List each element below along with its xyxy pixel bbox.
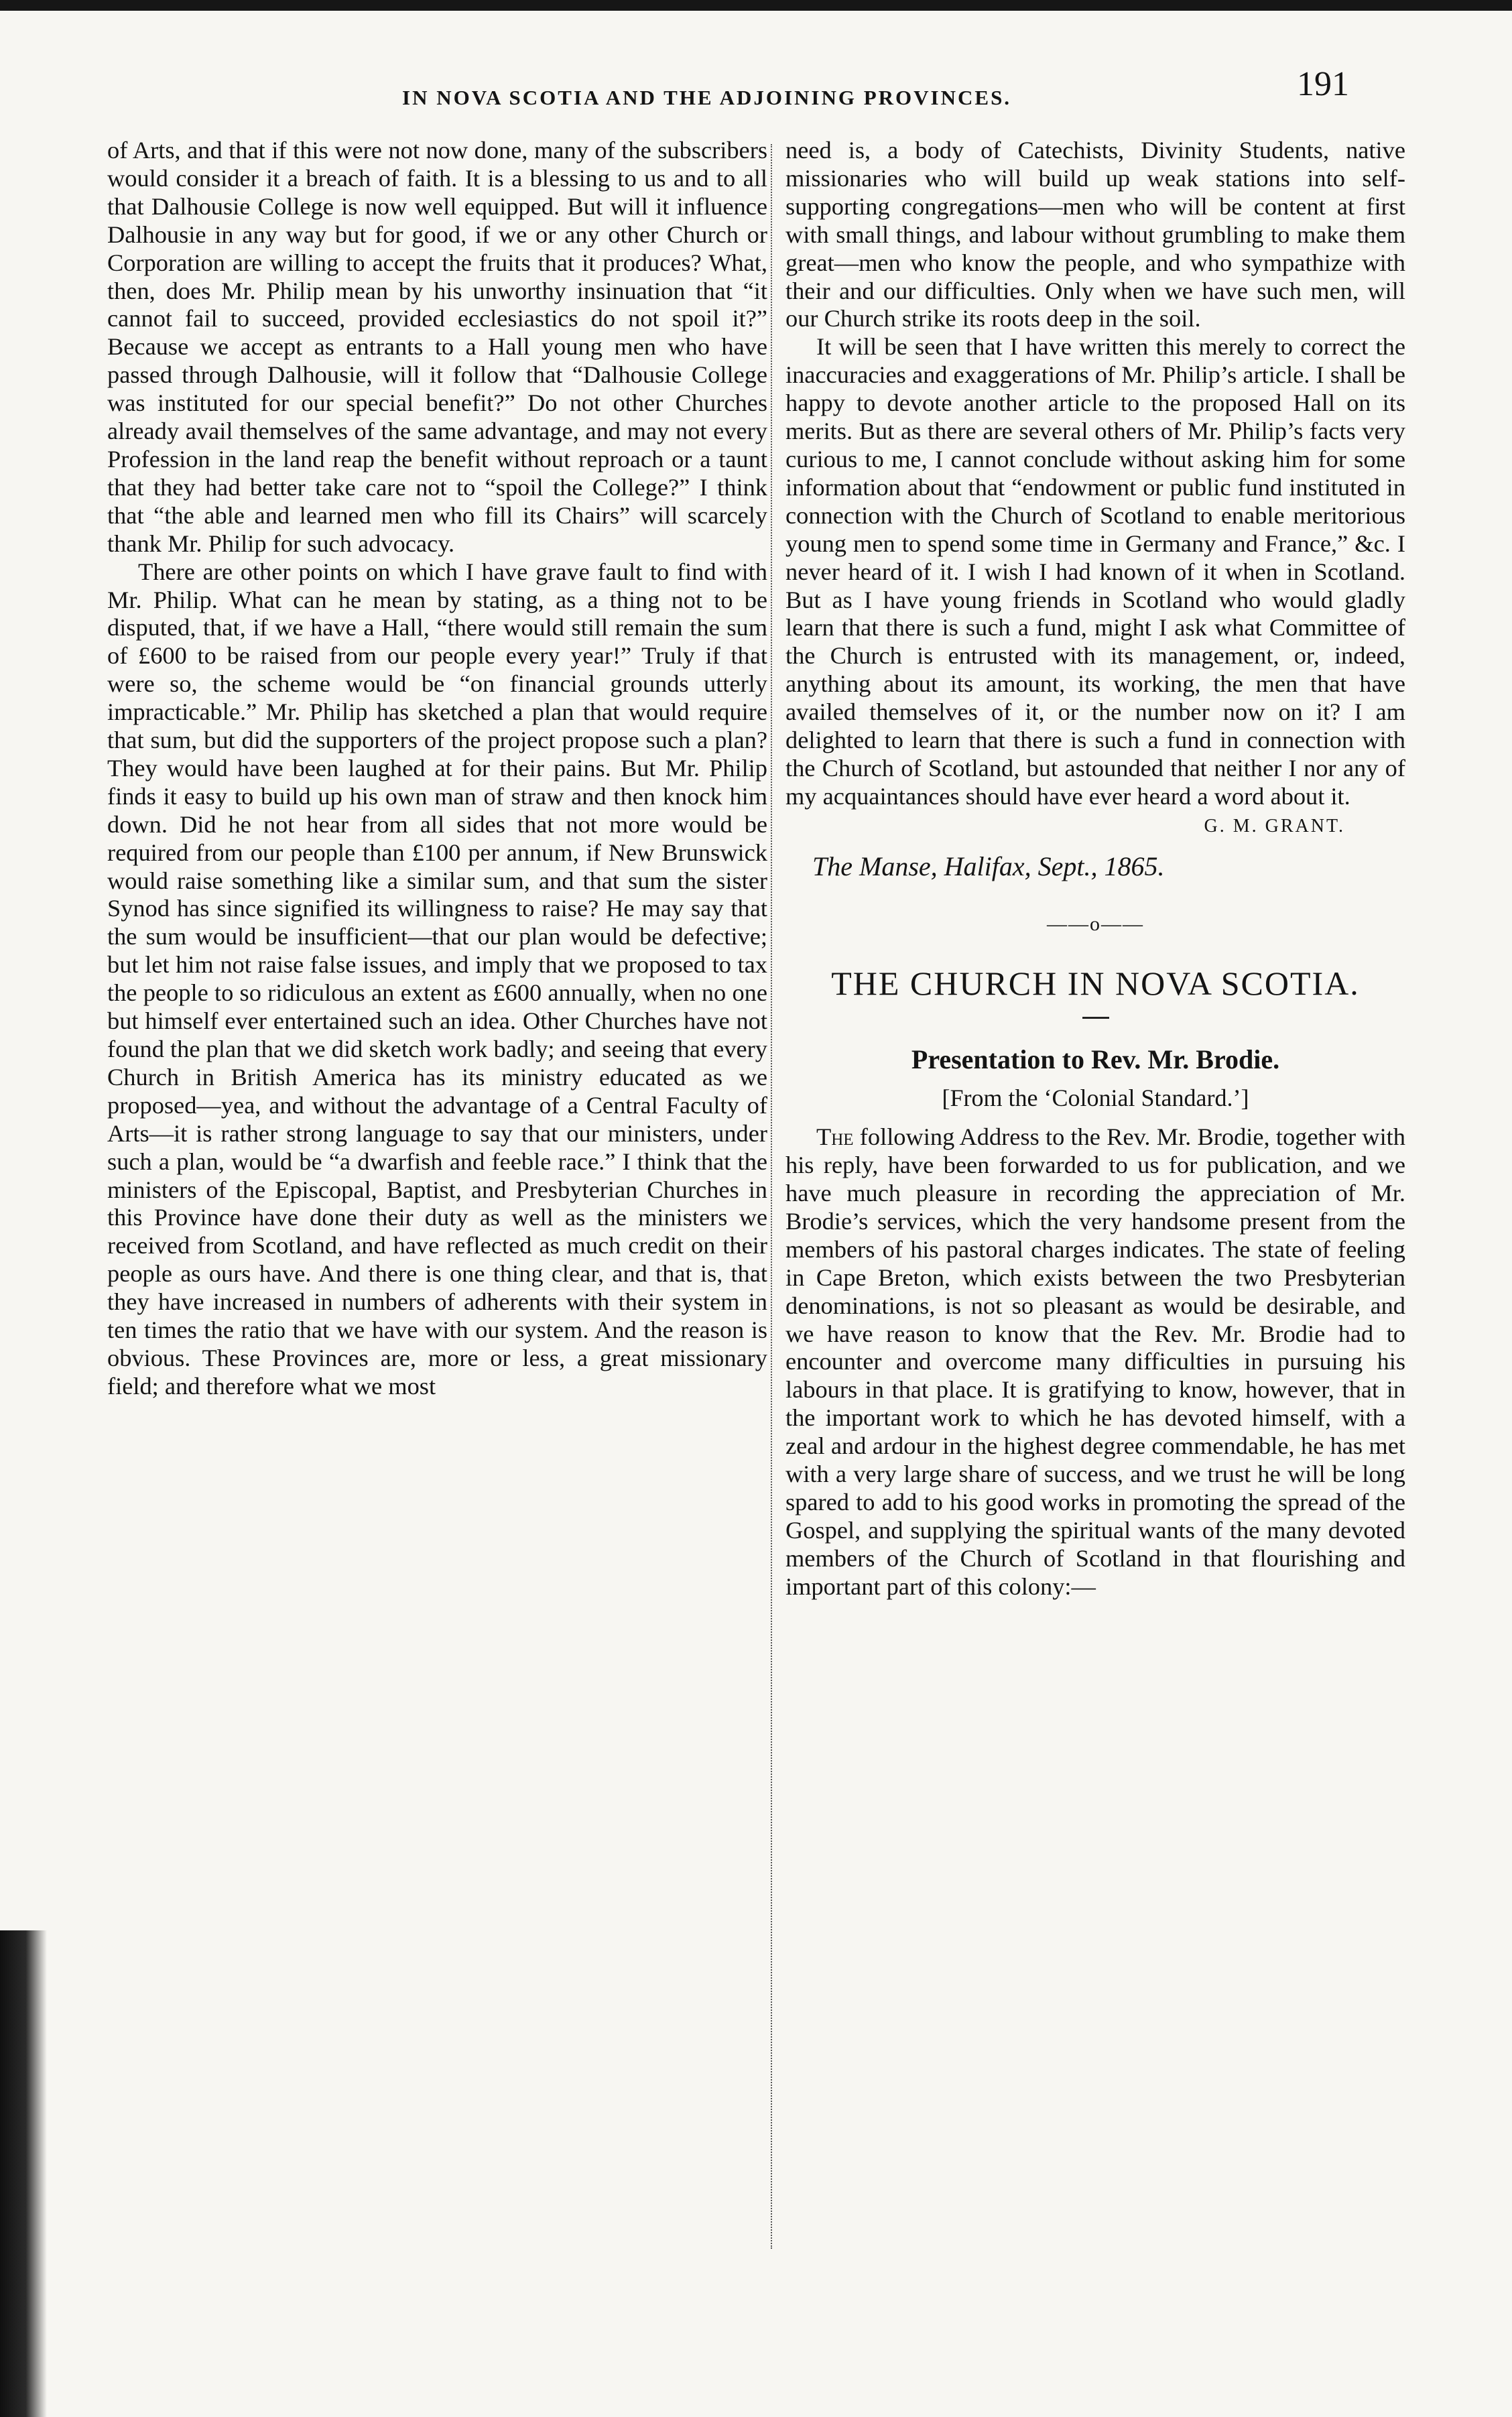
signature: G. M. GRANT.	[1204, 815, 1345, 836]
article-subheading: Presentation to Rev. Mr. Brodie.	[911, 1044, 1280, 1075]
column-divider	[771, 144, 772, 2249]
left-paragraph-2: There are other points on which I have grave fault to find with Mr. Philip. What can he mean by stating, as a thing not to be disputed, that, if we have a Hall, “there would still remain the sum of £600 to be raised from our people every year!” Truly if that were so, the scheme would be “on financial grounds utterly impracticable.” Mr. Philip has sketched a plan that would require that sum, but did the supporters of the project propose such a plan? They would have been laughed at for their pains. But Mr. Philip finds it easy to build up his own man of straw and then knock him down. Did he not hear from all sides that not more would be required from our people than £100 per annum, if New Brunswick would raise something like a similar sum, and that sum the sister Synod has since signified its willingness to raise? He may say that the sum would be insufficient—that our plan would be defective; but let him not raise false issues, and imply that we proposed to tax the people to so ridiculous an extent as £600 annually, when no one but himself ever entertained such an idea. Other Churches have not found the plan that we did sketch work badly; and seeing that every Church in British America has its ministry educated as we proposed—yea, and without the advantage of a Central Faculty of Arts—it is rather strong language to say that our ministers, under such a plan, would be “a dwarfish and feeble race.” I think that the ministers of the Episcopal, Baptist, and Presbyterian Churches in this Province have done their duty as well as the ministers we received from Scotland, and have reflected as much credit on their people as ours have. And there is one thing clear, and that is, that they have increased in numbers of adherents with their system in ten times the ratio that we have with our system. And the reason is obvious. These Provinces are, more or less, a great missionary field; and therefore what we most	[107, 558, 767, 1400]
separator-ornament: ——o——	[1047, 912, 1144, 935]
right-paragraph-2: It will be seen that I have written this merely to correct the inaccuracies and exaggerations of Mr. Philip’s article. I shall be happy to devote another article to the proposed Hall on its merits. But as there are several others of Mr. Philip’s facts very curious to me, I cannot conclude without asking him for some information about that “endowment or public fund instituted in connection with the Church of Scotland to enable meritorious young men to spend some time in Germany and France,” &c. I never heard of it. I wish I had known of it when in Scotland. But as I have young friends in Scotland who would gladly learn that there is such a fund, might I ask what Committee of the Church is entrusted with its management, or, indeed, anything about its amount, its working, the men that have availed themselves of it, or the number now on it? I am delighted to learn that there is such a fund in connection with the Church of Scotland, but astounded that neither I nor any of my acquaintances should have ever heard a word about it.	[785, 333, 1405, 810]
top-border-line	[0, 0, 1512, 11]
dateline: The Manse, Halifax, Sept., 1865.	[812, 851, 1165, 881]
article-paragraph	[785, 1123, 1405, 1601]
article-source: [From the ‘Colonial Standard.’]	[942, 1084, 1249, 1112]
left-paragraph-1: of Arts, and that if this were not now done, many of the subscribers would consider it a breach of faith. It is a blessing to us and to all that Dalhousie College is now well equipped. But will it influence Dalhousie in any way but for good, if we or any other Church or Corporation are willing to accept the fruits that it produces? What, then, does Mr. Philip mean by his unworthy insinuation that “it cannot fail to succeed, provided ecclesiastics do not spoil it?” Because we accept as entrants to a Hall young men who have passed through Dalhousie, will it follow that “Dalhousie College was instituted for our special benefit?” Do not other Churches already avail themselves of the same advantage, and may not every Profession in the land reap the benefit without reproach or a taunt that they had better take care not to “spoil the College?” I think that “the able and learned men who fill its Chairs” will scarcely thank Mr. Philip for such advocacy.	[107, 137, 767, 557]
binding-shadow	[0, 1930, 47, 2417]
section-title: THE CHURCH IN NOVA SCOTIA.	[831, 965, 1360, 1003]
title-rule	[1082, 1017, 1109, 1019]
left-column	[107, 137, 767, 2255]
article-body: following Address to the Rev. Mr. Brodie, together with his reply, have been forwarded to us for publication, and we have much pleasure in recording the appreciation of Mr. Brodie’s services, which the very handsome present from the members of his pastoral charges indicates. The state of feeling in Cape Breton, which exists between the two Presbyterian denominations, is not so pleasant as would be desirable, and we have reason to know that the Rev. Mr. Brodie had to encounter and overcome many difficulties in pursuing his labours in that place. It is gratifying to know, however, that in the important work to which he has devoted himself, with a zeal and ardour in the highest degree commendable, he has met with a very large share of success, and we trust he will be long spared to add to his good works in promoting the spread of the Gospel, and supplying the spiritual wants of the many devoted members of the Church of Scotland in that flourishing and important part of this colony:—	[785, 1123, 1405, 1600]
right-paragraph-1: need is, a body of Catechists, Divinity Students, native missionaries who will build up weak stations into self-supporting congregations—men who will be content at first with small things, and labour without grumbling to make them great—men who know the people, and who sympathize with their and our difficulties. Only when we have such men, will our Church strike its roots deep in the soil.	[785, 137, 1405, 332]
page-number: 191	[1297, 65, 1349, 103]
running-head: IN NOVA SCOTIA AND THE ADJOINING PROVINCES.	[402, 86, 1012, 109]
article-lead-word: The	[816, 1123, 854, 1151]
right-column	[785, 137, 1405, 1601]
